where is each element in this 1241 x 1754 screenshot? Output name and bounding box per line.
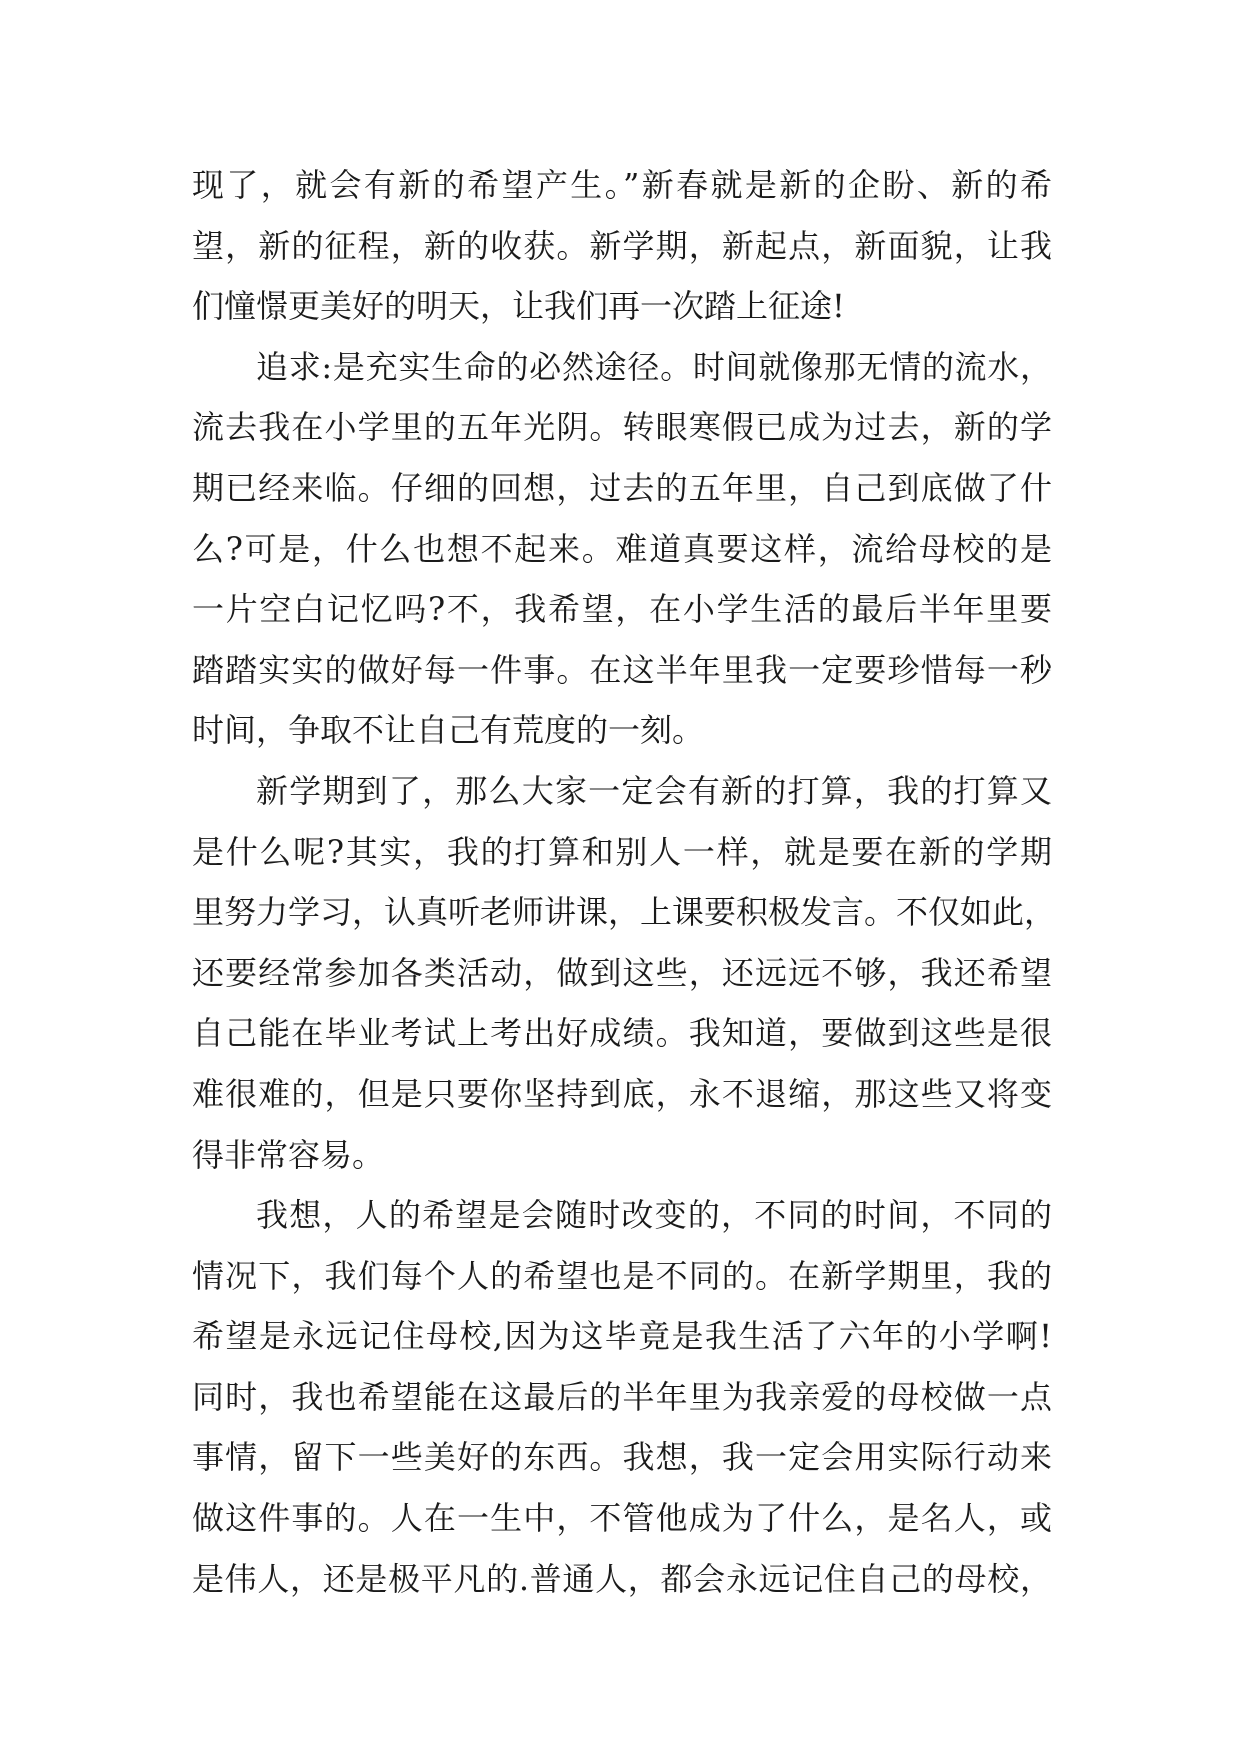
- text-line: 现了，就会有新的希望产生。”新春就是新的企盼、新的希: [192, 166, 1052, 204]
- text-line: 里努力学习，认真听老师讲课，上课要积极发言。不仅如此，: [192, 893, 1057, 932]
- text-line: 追求:是充实生命的必然途径。时间就像那无情的流水，: [256, 347, 1052, 386]
- text-line: 事情，留下一些美好的东西。我想，我一定会用实际行动来: [192, 1438, 1052, 1477]
- text-line: 还要经常参加各类活动，做到这些，还远远不够，我还希望: [192, 953, 1052, 992]
- text-line: 难很难的，但是只要你坚持到底，永不退缩，那这些又将变: [192, 1074, 1052, 1113]
- text-line: 是伟人，还是极平凡的.普通人，都会永远记住自己的母校，: [192, 1559, 1052, 1598]
- text-line: 新学期到了，那么大家一定会有新的打算，我的打算又: [256, 771, 1052, 810]
- text-line: 希望是永远记住母校,因为这毕竟是我生活了六年的小学啊!: [192, 1317, 1052, 1356]
- text-line: 期已经来临。仔细的回想，过去的五年里，自己到底做了什: [192, 468, 1052, 507]
- text-line: 情况下，我们每个人的希望也是不同的。在新学期里，我的: [192, 1256, 1052, 1295]
- text-line: 同时，我也希望能在这最后的半年里为我亲爱的母校做一点: [192, 1377, 1052, 1416]
- text-line: 们憧憬更美好的明天，让我们再一次踏上征途!: [192, 287, 845, 326]
- text-line: 踏踏实实的做好每一件事。在这半年里我一定要珍惜每一秒: [192, 650, 1052, 689]
- text-line: 自己能在毕业考试上考出好成绩。我知道，要做到这些是很: [192, 1014, 1052, 1053]
- text-line: 时间，争取不让自己有荒度的一刻。: [192, 711, 705, 750]
- text-line: 得非常容易。: [192, 1135, 385, 1174]
- text-line: 么?可是，什么也想不起来。难道真要这样，流给母校的是: [192, 529, 1052, 568]
- text-line: 流去我在小学里的五年光阴。转眼寒假已成为过去，新的学: [192, 408, 1052, 447]
- text-line: 一片空白记忆吗?不，我希望，在小学生活的最后半年里要: [192, 590, 1052, 629]
- text-line: 是什么呢?其实，我的打算和别人一样，就是要在新的学期: [192, 832, 1052, 871]
- text-line: 做这件事的。人在一生中，不管他成为了什么，是名人，或: [192, 1499, 1052, 1538]
- document-body: [192, 155, 1057, 1609]
- text-line: 望，新的征程，新的收获。新学期，新起点，新面貌，让我: [192, 226, 1052, 265]
- text-line: 我想，人的希望是会随时改变的，不同的时间，不同的: [256, 1196, 1052, 1235]
